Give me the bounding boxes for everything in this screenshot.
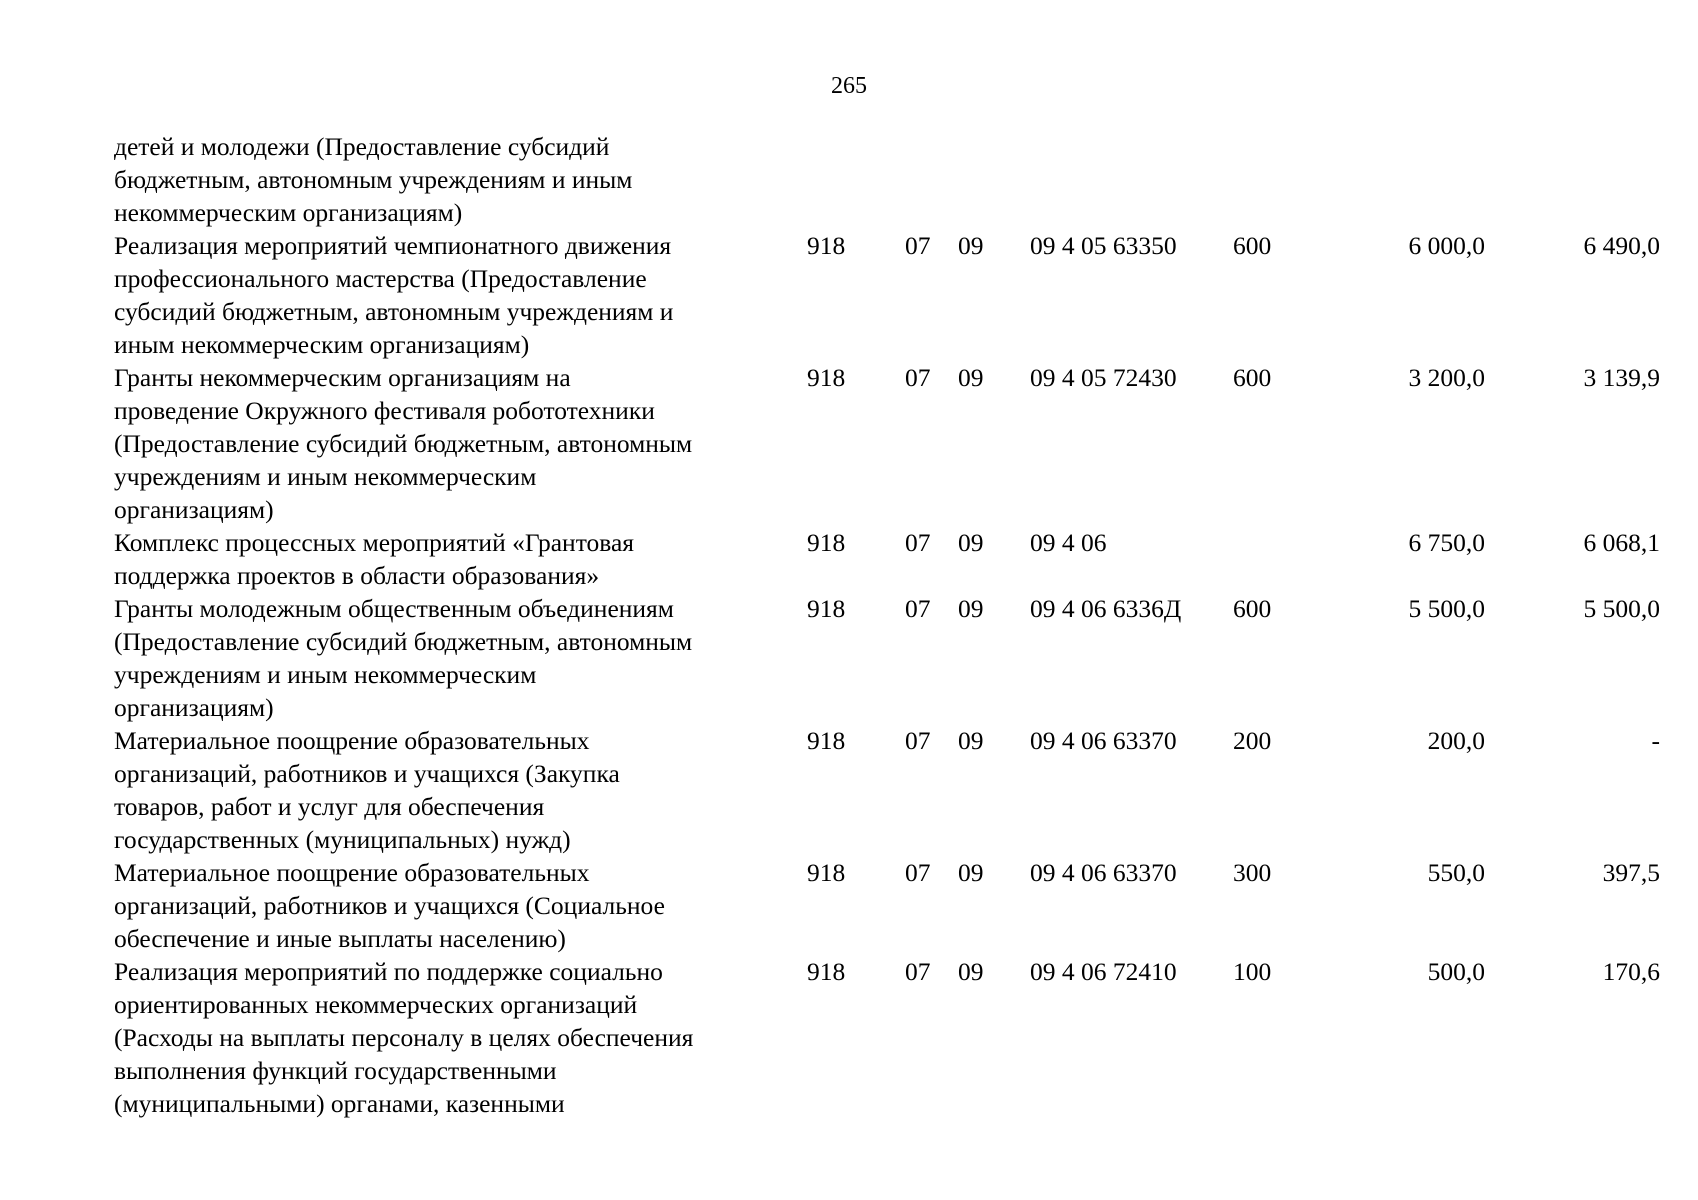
section-code-cell: 07: [905, 957, 931, 986]
item-name-line: Гранты некоммерческим организациям на: [114, 363, 571, 392]
expense-type-cell: 300: [1233, 858, 1272, 887]
item-name-cell: [114, 229, 792, 361]
plan-amount-cell: 200,0: [1427, 726, 1485, 755]
plan-amount-cell: [1333, 130, 1485, 229]
expense-type-cell: 600: [1233, 363, 1272, 392]
item-name-line: выполнения функций государственными: [114, 1056, 557, 1085]
ministry-code-cell: 918: [807, 957, 846, 986]
expense-type-cell: [1231, 526, 1333, 592]
executed-amount-cell: 3 139,9: [1583, 363, 1660, 392]
target-article-cell: 09 4 06 63370: [1030, 858, 1177, 887]
subsection-code-cell: 09: [958, 528, 984, 557]
item-name-line: профессионального мастерства (Предоставление: [114, 264, 647, 293]
ministry-code-cell: 918: [807, 726, 846, 755]
expense-type-cell: 100: [1233, 957, 1272, 986]
item-name-cell: [114, 955, 792, 1120]
item-name-cell: [114, 526, 792, 592]
item-name-cell: [114, 130, 792, 229]
item-name-line: некоммерческим организациям): [114, 198, 463, 227]
executed-amount-cell: 6 068,1: [1583, 528, 1660, 557]
item-name-cell: [114, 592, 792, 724]
item-name-line: (Предоставление субсидий бюджетным, автономным: [114, 627, 693, 656]
expense-type-cell: 200: [1233, 726, 1272, 755]
item-name-line: детей и молодежи (Предоставление субсидий: [114, 132, 610, 161]
target-article-cell: 09 4 06 63370: [1030, 726, 1177, 755]
table-row: [114, 724, 1660, 856]
plan-amount-cell: 500,0: [1427, 957, 1485, 986]
item-name-line: организациям): [114, 495, 274, 524]
executed-amount-cell: 170,6: [1602, 957, 1660, 986]
table-row: [114, 856, 1660, 955]
plan-amount-cell: 3 200,0: [1408, 363, 1485, 392]
ministry-code-cell: 918: [807, 231, 846, 260]
ministry-code-cell: [792, 130, 889, 229]
item-name-line: (Предоставление субсидий бюджетным, автономным: [114, 429, 693, 458]
subsection-code-cell: 09: [958, 231, 984, 260]
executed-amount-cell: 397,5: [1602, 858, 1660, 887]
executed-amount-cell: -: [1651, 726, 1660, 755]
ministry-code-cell: 918: [807, 528, 846, 557]
ministry-code-cell: 918: [807, 363, 846, 392]
subsection-code-cell: 09: [958, 858, 984, 887]
table-row: [114, 955, 1660, 1120]
table-row: [114, 229, 1660, 361]
section-code-cell: 07: [905, 363, 931, 392]
section-code-cell: 07: [905, 528, 931, 557]
expense-type-cell: 600: [1233, 231, 1272, 260]
item-name-line: организаций, работников и учащихся (Закупка: [114, 759, 620, 788]
target-article-cell: 09 4 06 6336Д: [1030, 594, 1182, 623]
target-article-cell: 09 4 05 63350: [1030, 231, 1177, 260]
item-name-line: проведение Окружного фестиваля робототехники: [114, 396, 655, 425]
item-name-line: Гранты молодежным общественным объединениям: [114, 594, 674, 623]
table-row: [114, 526, 1660, 592]
table-row: [114, 130, 1660, 229]
item-name-line: товаров, работ и услуг для обеспечения: [114, 792, 545, 821]
page-number: 265: [831, 73, 867, 99]
expense-type-cell: 600: [1233, 594, 1272, 623]
item-name-line: Материальное поощрение образовательных: [114, 726, 590, 755]
executed-amount-cell: [1485, 130, 1660, 229]
budget-table: [114, 130, 1660, 1120]
item-name-line: Реализация мероприятий чемпионатного движения: [114, 231, 672, 260]
item-name-line: государственных (муниципальных) нужд): [114, 825, 571, 854]
plan-amount-cell: 5 500,0: [1408, 594, 1485, 623]
subsection-code-cell: 09: [958, 594, 984, 623]
item-name-line: Материальное поощрение образовательных: [114, 858, 590, 887]
subsection-code-cell: 09: [958, 957, 984, 986]
ministry-code-cell: 918: [807, 594, 846, 623]
subsection-code-cell: 09: [958, 363, 984, 392]
plan-amount-cell: 550,0: [1427, 858, 1485, 887]
section-code-cell: [889, 130, 957, 229]
expense-type-cell: [1231, 130, 1333, 229]
plan-amount-cell: 6 750,0: [1408, 528, 1485, 557]
item-name-line: Реализация мероприятий по поддержке социально: [114, 957, 663, 986]
target-article-cell: [1029, 130, 1231, 229]
ministry-code-cell: 918: [807, 858, 846, 887]
section-code-cell: 07: [905, 726, 931, 755]
table-row: [114, 361, 1660, 526]
table-body: [114, 130, 1660, 1120]
item-name-line: субсидий бюджетным, автономным учреждениям и: [114, 297, 674, 326]
item-name-cell: [114, 724, 792, 856]
item-name-cell: [114, 361, 792, 526]
table-row: [114, 592, 1660, 724]
section-code-cell: 07: [905, 231, 931, 260]
item-name-line: поддержка проектов в области образования»: [114, 561, 600, 590]
target-article-cell: 09 4 06 72410: [1030, 957, 1177, 986]
executed-amount-cell: 5 500,0: [1583, 594, 1660, 623]
item-name-line: ориентированных некоммерческих организаций: [114, 990, 638, 1019]
item-name-line: бюджетным, автономным учреждениям и иным: [114, 165, 633, 194]
section-code-cell: 07: [905, 594, 931, 623]
item-name-line: обеспечение и иные выплаты населению): [114, 924, 566, 953]
item-name-cell: [114, 856, 792, 955]
item-name-line: (муниципальными) органами, казенными: [114, 1089, 565, 1118]
item-name-line: (Расходы на выплаты персоналу в целях обеспечения: [114, 1023, 694, 1052]
item-name-line: учреждениям и иным некоммерческим: [114, 660, 537, 689]
target-article-cell: 09 4 06: [1030, 528, 1107, 557]
item-name-line: иным некоммерческим организациям): [114, 330, 530, 359]
item-name-line: организаций, работников и учащихся (Социальное: [114, 891, 665, 920]
subsection-code-cell: [957, 130, 1029, 229]
section-code-cell: 07: [905, 858, 931, 887]
plan-amount-cell: 6 000,0: [1408, 231, 1485, 260]
item-name-line: учреждениям и иным некоммерческим: [114, 462, 537, 491]
executed-amount-cell: 6 490,0: [1583, 231, 1660, 260]
target-article-cell: 09 4 05 72430: [1030, 363, 1177, 392]
item-name-line: организациям): [114, 693, 274, 722]
item-name-line: Комплекс процессных мероприятий «Грантовая: [114, 528, 635, 557]
subsection-code-cell: 09: [958, 726, 984, 755]
